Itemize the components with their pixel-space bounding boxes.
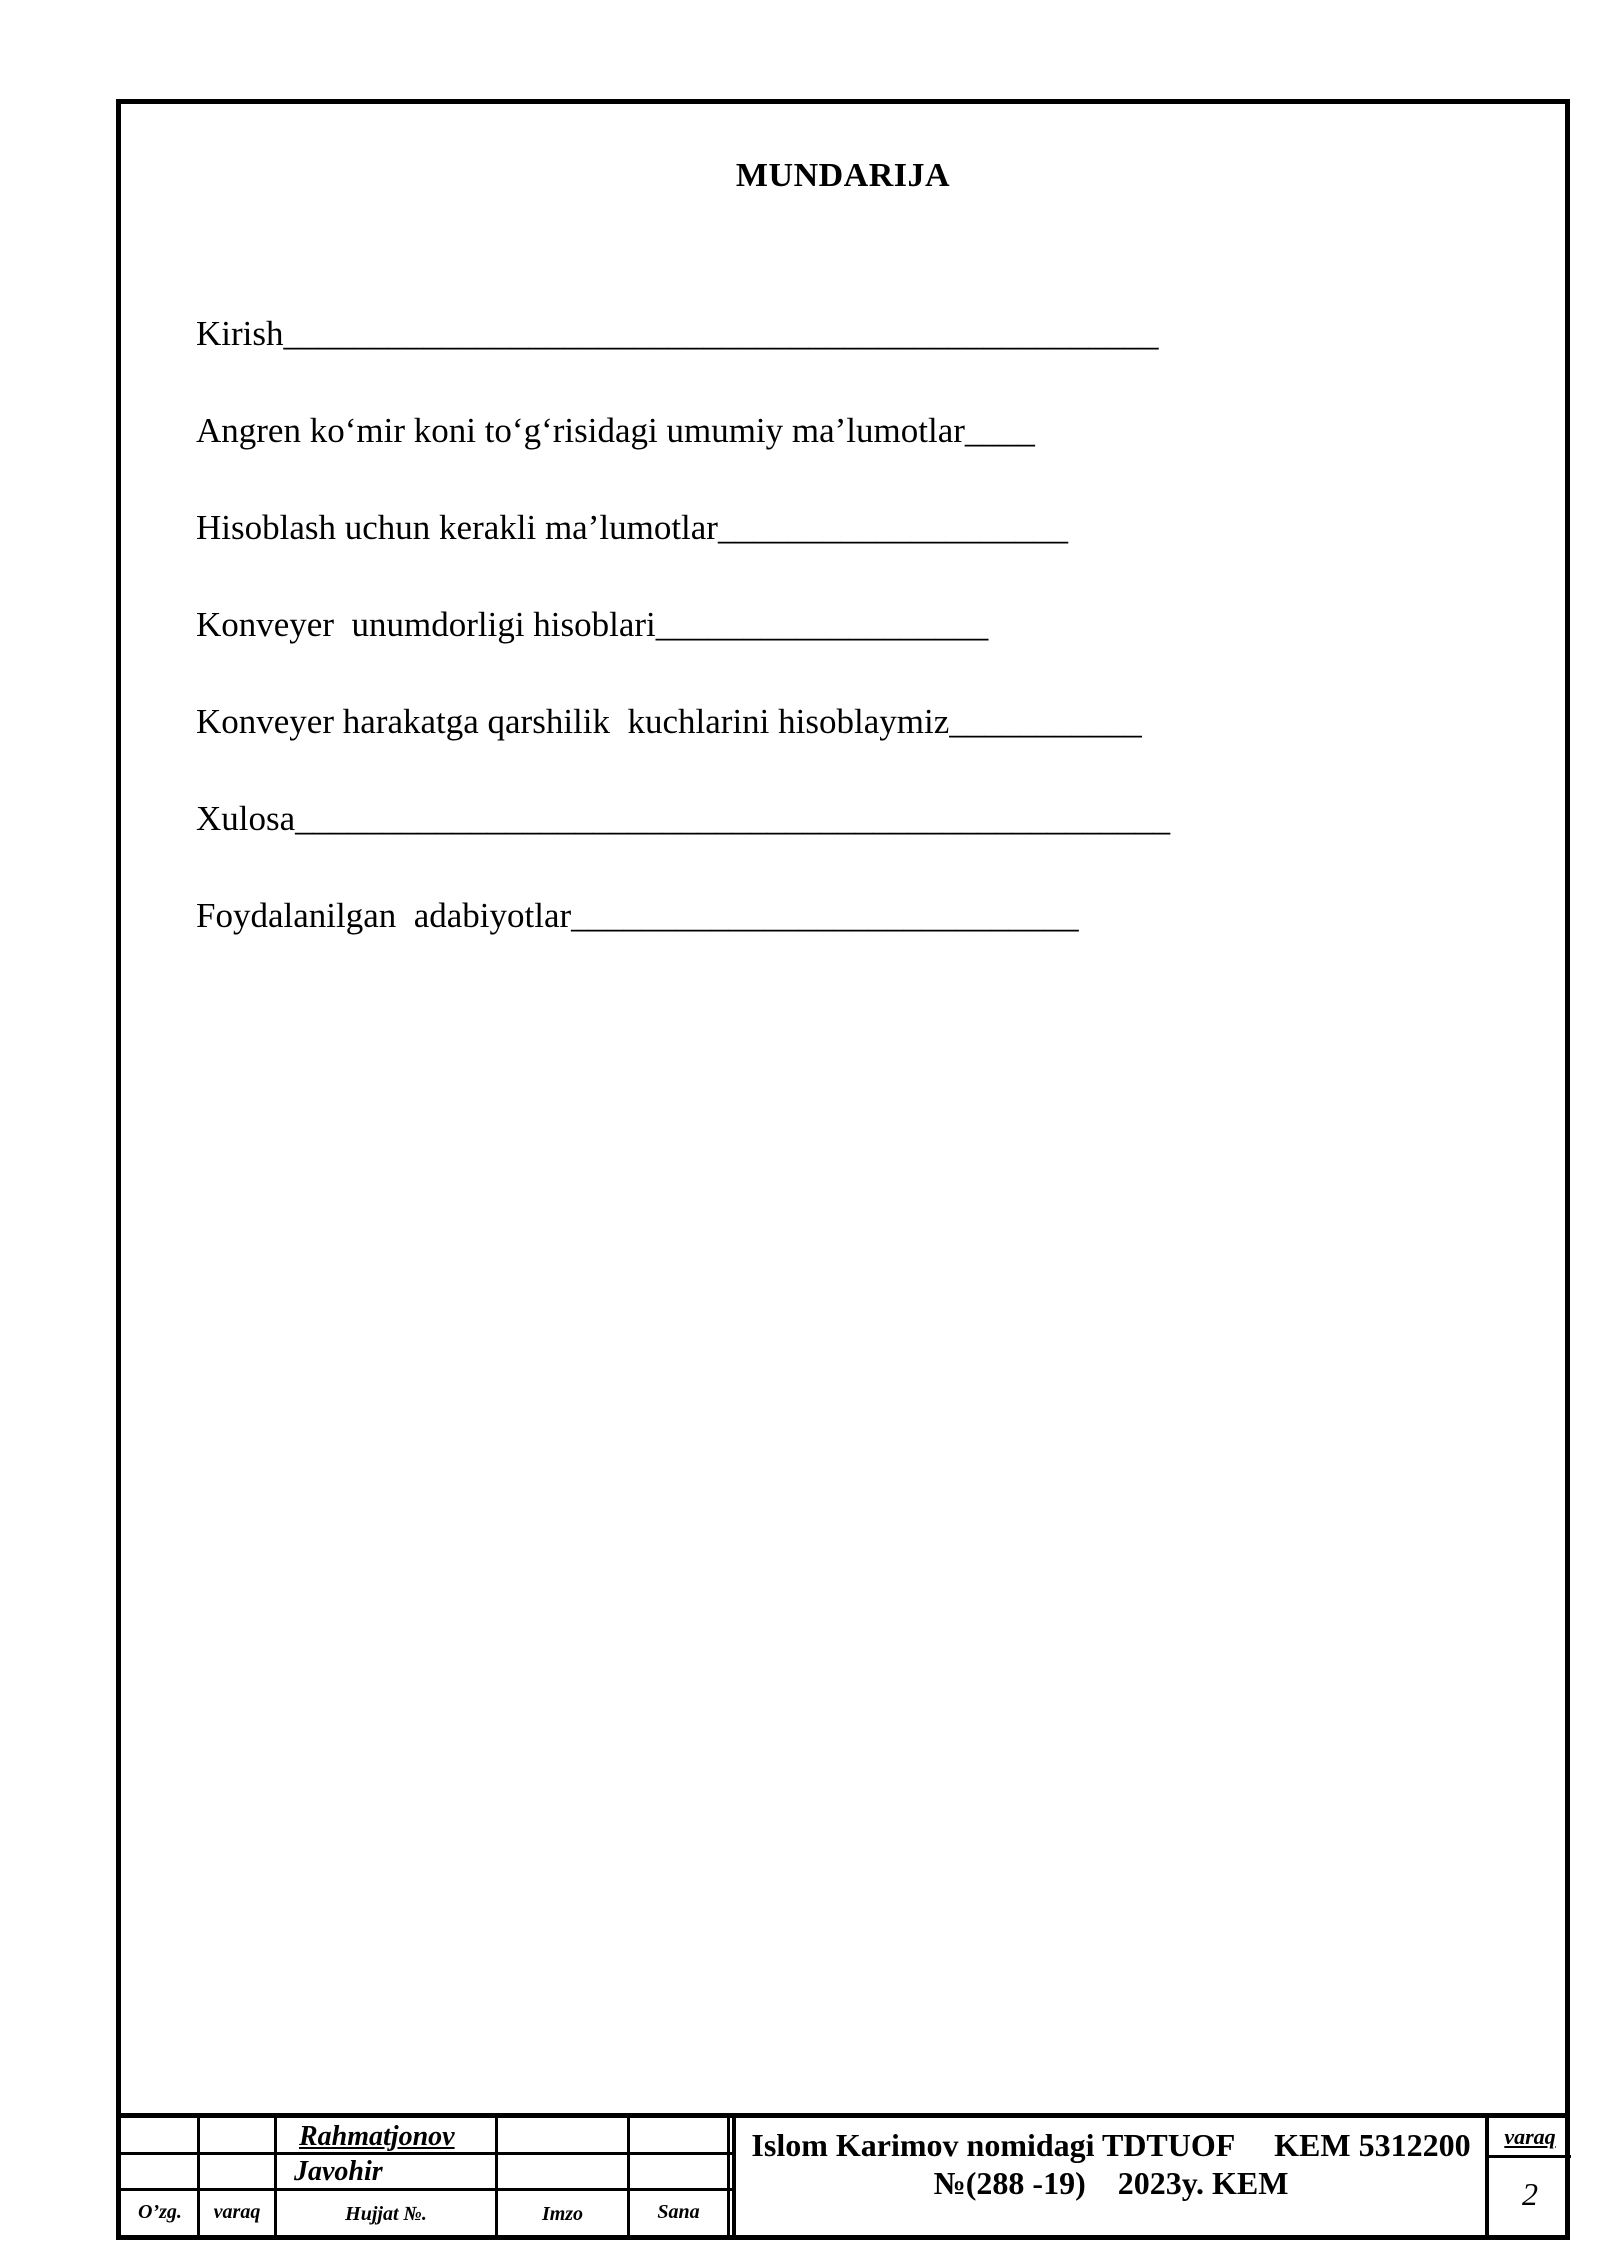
toc-entry-unumdorlik: Konveyer unumdorligi hisoblari___________________: [196, 605, 989, 644]
organization-info: [737, 2126, 1485, 2202]
org-line-2: №(288 -19) 2023y. KEM: [933, 2165, 1289, 2201]
toc-entry-xulosa: Xulosa__________________________________________________: [196, 799, 1171, 838]
sheet-label: varaq: [1504, 2124, 1556, 2149]
stamp-divider: [732, 2118, 736, 2235]
page-title: MUNDARIJA: [735, 157, 951, 194]
stamp-divider: [727, 2118, 730, 2235]
author-lastname: Rahmatjonov: [299, 2121, 455, 2152]
stamp-row-line: [121, 2188, 732, 2191]
toc-entry-adabiyotlar: Foydalanilgan adabiyotlar_____________________________: [196, 896, 1079, 935]
col-sana-label: Sana: [657, 2201, 700, 2223]
col-varaq-label: varaq: [213, 2201, 261, 2223]
col-ozg-label: O’zg.: [138, 2201, 182, 2223]
org-line-1: Islom Karimov nomidagi TDTUOF KEM 5312200: [751, 2127, 1471, 2163]
page-frame: [116, 99, 1570, 2240]
toc-entry-hisoblash: Hisoblash uchun kerakli ma’lumotlar____________________: [196, 508, 1068, 547]
table-of-contents: [196, 314, 1170, 993]
sheet-number: 2: [1522, 2176, 1538, 2212]
stamp-row-line: [1485, 2155, 1571, 2158]
toc-entry-kirish: Kirish__________________________________________________: [196, 314, 1159, 353]
title-block: [121, 2113, 1565, 2235]
toc-entry-qarshilik: Konveyer harakatga qarshilik kuchlarini hisoblaymiz___________: [196, 702, 1142, 741]
author-firstname: Javohir: [294, 2156, 383, 2187]
col-imzo-label: Imzo: [541, 2203, 584, 2225]
col-hujjat-label: Hujjat №.: [345, 2203, 427, 2225]
toc-entry-angren: Angren ko‘mir koni to‘g‘risidagi umumiy ma’lumotlar____: [196, 411, 1035, 450]
